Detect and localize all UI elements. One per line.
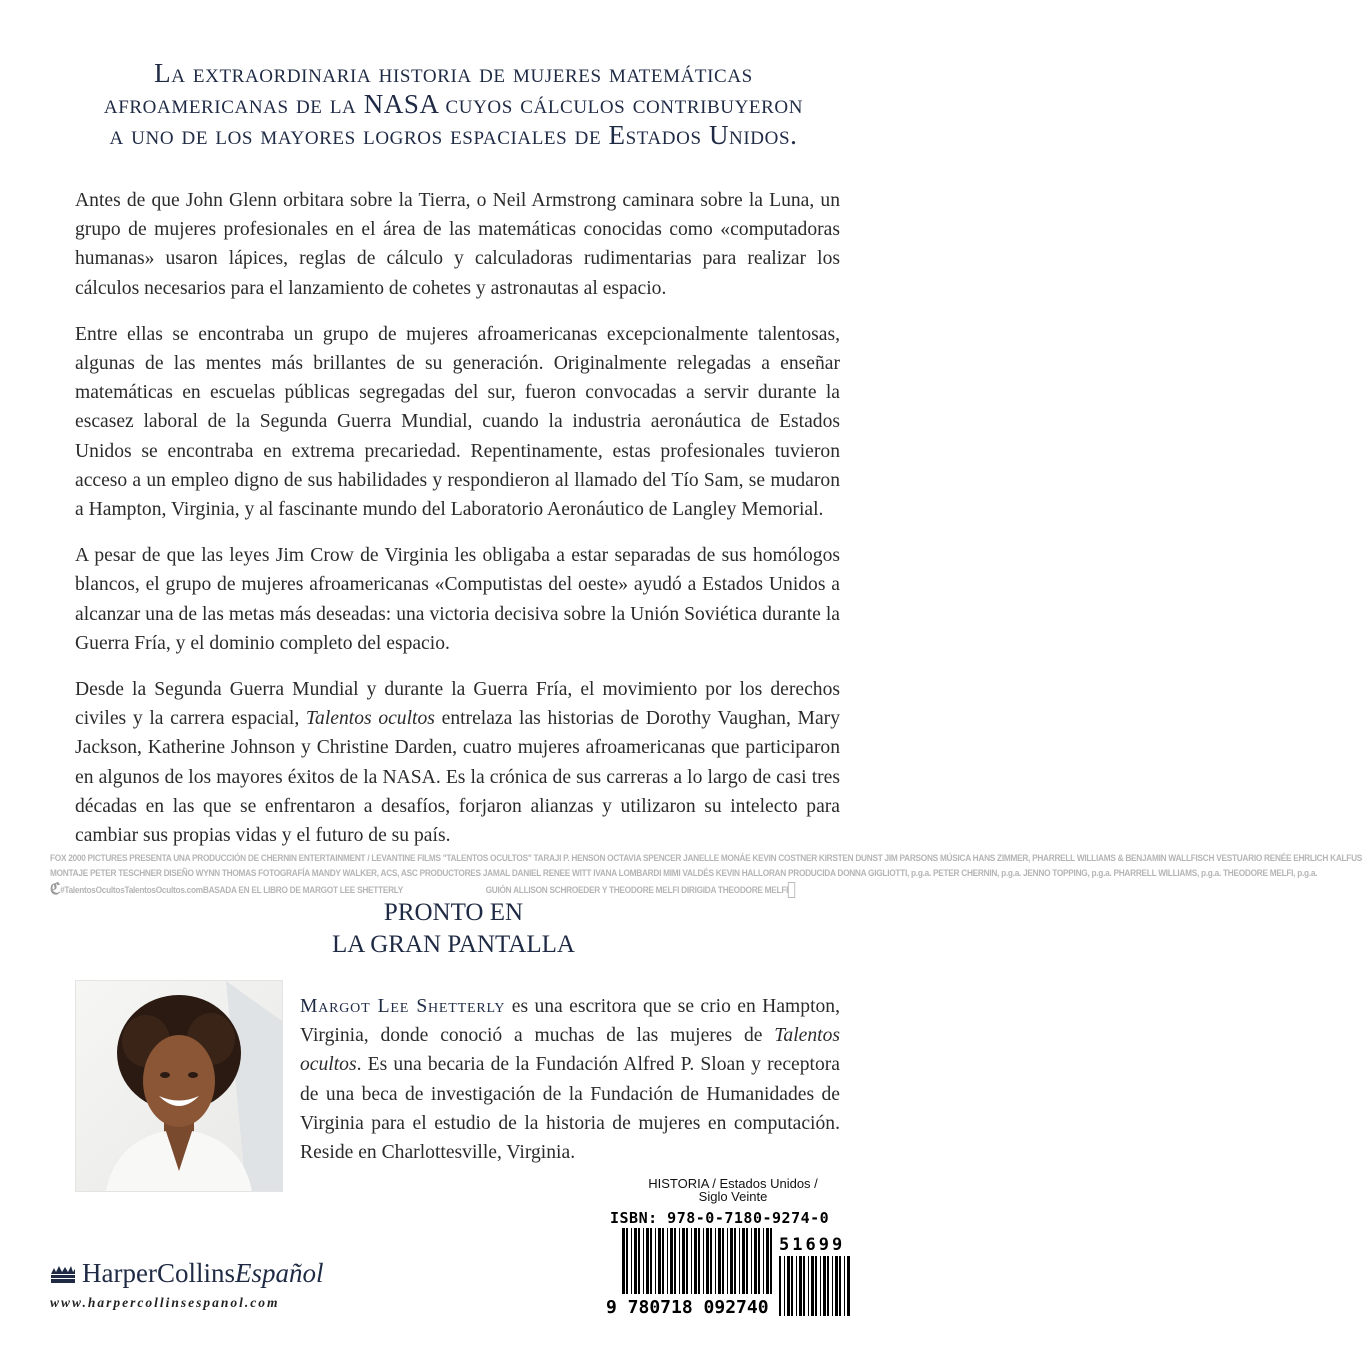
barcode-bar bbox=[746, 1228, 748, 1294]
coming-soon-line: PRONTO EN bbox=[383, 899, 524, 926]
barcode bbox=[604, 1228, 852, 1320]
barcode-bar bbox=[823, 1256, 826, 1316]
headline-line: afroamericanas de la NASA cuyos cálculos contribuyeron bbox=[103, 89, 804, 119]
barcode-bar bbox=[679, 1228, 680, 1294]
barcode-bar bbox=[718, 1228, 721, 1294]
barcode-bar bbox=[751, 1228, 752, 1294]
barcode-bar bbox=[791, 1256, 793, 1316]
headline bbox=[60, 58, 847, 151]
barcode-bar bbox=[682, 1228, 685, 1294]
paragraph-text: entrelaza las historias de Dorothy Vaughan, Mary Jackson, Katherine Johnson y Christine Darden, cuatro mujeres afroamericanas que participaron en algunos de los mayores éxitos de la NASA. Es la crónica de sus carreras a lo largo de casi tres décadas en las que se enfrentaron a desafíos, forjaron alianzas y utilizaron su intelecto para cambiar sus propias vidas y el futuro de su país. bbox=[75, 708, 840, 847]
barcode-bar bbox=[808, 1256, 809, 1316]
subject-line: HISTORIA / Estados Unidos / bbox=[648, 1176, 818, 1191]
bio-text: es una escritora que se crio en Hampton, Virginia, donde conoció a muchas de las mujeres de bbox=[300, 996, 841, 1047]
paragraph: A pesar de que las leyes Jim Crow de Virginia les obligaba a estar separadas de sus homólogos blancos, el grupo de mujeres afroamericanas «Computistas del oeste» ayudó a Estados Unidos a alcanzar una de las metas más deseadas: una victoria decisiva sobre la Unión Soviética durante la Guerra Fría, y el dominio completo del espacio. bbox=[75, 545, 840, 654]
credits-screenplay: GUIÓN ALLISON SCHROEDER Y THEODORE MELFI DIRIGIDA THEODORE MELFI bbox=[485, 885, 789, 895]
barcode-bar bbox=[754, 1228, 757, 1294]
price-code: 51699 bbox=[779, 1235, 846, 1255]
author-photo bbox=[75, 980, 283, 1192]
barcode-bar bbox=[811, 1256, 814, 1316]
barcode-bar bbox=[622, 1228, 625, 1294]
paragraph-text: Desde la Segunda Guerra Mundial y durante la Guerra Fría, el movimiento por los derechos civiles y la carrera espacial, bbox=[75, 679, 840, 730]
barcode-bar bbox=[626, 1228, 628, 1294]
harpercollins-fire-water-icon bbox=[50, 1264, 76, 1284]
publisher-imprint: Español bbox=[234, 1258, 324, 1288]
barcode-bar bbox=[686, 1228, 688, 1294]
credits-site: TalentosOcultos.com bbox=[124, 885, 203, 895]
barcode-bar bbox=[634, 1228, 637, 1294]
barcode-bar bbox=[730, 1228, 733, 1294]
barcode-bar bbox=[799, 1256, 802, 1316]
barcode-bar bbox=[710, 1228, 712, 1294]
barcode-bar bbox=[643, 1228, 644, 1294]
barcode-bar bbox=[715, 1228, 716, 1294]
barcode-bar bbox=[758, 1228, 760, 1294]
credits-book: BASADA EN EL LIBRO DE MARGOT LEE SHETTERLY bbox=[202, 885, 404, 895]
subject-line: Siglo Veinte bbox=[698, 1189, 768, 1204]
book-title: Talentos ocultos bbox=[300, 1025, 840, 1076]
barcode-bar bbox=[779, 1256, 781, 1316]
barcode-bar bbox=[787, 1256, 790, 1316]
credits-line: FOX 2000 PICTURES PRESENTA UNA PRODUCCIÓN DE CHERNIN ENTERTAINMENT / LEVANTINE FILMS "TALENTOS OCULTOS" TARAJI P. HENSON OCTAVIA SPENCER JANELLE MONÁE KEVIN COSTNER KIRSTEN DUNST JIM PARSONS MÚSICA HANS ZIMMER, PHARRELL WILLIAMS & BENJAMIN WALLFISCH VESTUARIO RENÉE EHRLICH KALFUS bbox=[50, 853, 1362, 863]
barcode-bar bbox=[703, 1228, 704, 1294]
barcode-bar bbox=[815, 1256, 817, 1316]
barcode-bar bbox=[766, 1228, 769, 1294]
barcode-bar bbox=[646, 1228, 649, 1294]
credits-line: MONTAJE PETER TESCHNER DISEÑO WYNN THOMAS FOTOGRAFÍA MANDY WALKER, ACS, ASC PRODUCTORES JAMAL DANIEL RENEE WITT IVANA LOMBARDI MIMI VALDÉS KEVIN HALLORAN PRODUCIDA DONNA GIGLIOTTI, p.g.a. PETER CHERNIN, p.g.a. JENNO TOPPING, p.g.a. PHARRELL WILLIAMS, p.g.a. THEODORE MELFI, p.g.a. bbox=[50, 868, 1318, 878]
isbn: ISBN: 978-0-7180-9274-0 bbox=[610, 1209, 830, 1227]
coming-soon-line: LA GRAN PANTALLA bbox=[332, 931, 575, 958]
credits-hashtag: #TalentosOcultos bbox=[60, 885, 125, 895]
publisher-logo bbox=[50, 1258, 340, 1311]
barcode-bar bbox=[638, 1228, 640, 1294]
synopsis bbox=[75, 186, 840, 867]
barcode-bar bbox=[631, 1228, 632, 1294]
book-title: Talentos ocultos bbox=[305, 708, 435, 730]
barcode-bar bbox=[655, 1228, 656, 1294]
barcode-block bbox=[604, 1177, 852, 1317]
barcode-bar bbox=[670, 1228, 673, 1294]
bio-text: . Es una becaria de la Fundación Alfred P. Sloan y receptora de una beca de investigación de la Fundación de Humanidades de Virginia para el estudio de la historia de mujeres en computación. Reside en Charlottesville, Virginia. bbox=[300, 1054, 840, 1164]
coming-soon bbox=[0, 897, 907, 961]
barcode-bar bbox=[742, 1228, 745, 1294]
barcode-bar bbox=[796, 1256, 797, 1316]
barcode-bar bbox=[674, 1228, 676, 1294]
author-portrait-image bbox=[76, 981, 282, 1191]
movie-credits-block bbox=[50, 852, 1362, 901]
barcode-bar bbox=[691, 1228, 692, 1294]
barcode-bar bbox=[820, 1256, 821, 1316]
subject-category bbox=[614, 1177, 852, 1203]
barcode-bar bbox=[784, 1256, 785, 1316]
barcode-bar bbox=[835, 1256, 838, 1316]
barcode-bar bbox=[694, 1228, 697, 1294]
barcode-bar bbox=[739, 1228, 740, 1294]
paragraph: Entre ellas se encontraba un grupo de mujeres afroamericanas excepcionalmente talentosas, algunas de las mentes más brillantes de su generación. Originalmente relegadas a enseñar matemáticas en escuelas públicas segregadas del sur, fueron convocadas a servir durante la escasez laboral de la Segunda Guerra Mundial, cuando la industria aeronáutica de Estados Unidos se encontraba en extrema precariedad. Repentinamente, estas profesionales tuvieron acceso a un empleo digno de sus habilidades y respondieron al llamado del Tío Sam, se mudaron a Hampton, Virginia, y al fascinante mundo del Laboratorio Aeronáutico de Langley Memorial. bbox=[75, 323, 840, 521]
paragraph: Antes de que John Glenn orbitara sobre la Tierra, o Neil Armstrong caminara sobre la Luna, un grupo de mujeres profesionales en el área de las matemáticas conocidas como «computadoras humanas» usaron lápices, reglas de cálculo y calculadoras rudimentarias para realizar los cálculos necesarios para el lanzamiento de cohetes y astronautas al espacio. bbox=[75, 190, 840, 299]
barcode-bar bbox=[706, 1228, 709, 1294]
barcode-bar bbox=[844, 1256, 845, 1316]
paragraph bbox=[75, 675, 840, 850]
ean-number: 9 780718 092740 bbox=[606, 1297, 769, 1318]
rating-icon bbox=[788, 882, 795, 898]
headline-line: a uno de los mayores logros espaciales de Estados Unidos. bbox=[109, 120, 798, 150]
barcode-bar bbox=[839, 1256, 841, 1316]
headline-line: La extraordinaria historia de mujeres matemáticas bbox=[154, 58, 753, 88]
publisher-url[interactable]: www.harpercollinsespanol.com bbox=[50, 1295, 280, 1310]
barcode-bar bbox=[662, 1228, 664, 1294]
barcode-bar bbox=[727, 1228, 728, 1294]
author-bio bbox=[300, 992, 840, 1167]
barcode-bar bbox=[734, 1228, 736, 1294]
publisher-name: HarperCollins bbox=[82, 1258, 235, 1288]
barcode-bar bbox=[832, 1256, 833, 1316]
barcode-bar bbox=[847, 1256, 850, 1316]
barcode-bar bbox=[827, 1256, 829, 1316]
barcode-bar bbox=[658, 1228, 661, 1294]
studio-logo-icon: ℭ bbox=[50, 881, 61, 898]
barcode-bar bbox=[770, 1228, 772, 1294]
barcode-bar bbox=[763, 1228, 764, 1294]
barcode-bar bbox=[698, 1228, 700, 1294]
barcode-bar bbox=[650, 1228, 652, 1294]
barcode-bar bbox=[667, 1228, 668, 1294]
barcode-bar bbox=[803, 1256, 805, 1316]
author-name: Margot Lee Shetterly bbox=[300, 996, 506, 1017]
barcode-bar bbox=[722, 1228, 724, 1294]
